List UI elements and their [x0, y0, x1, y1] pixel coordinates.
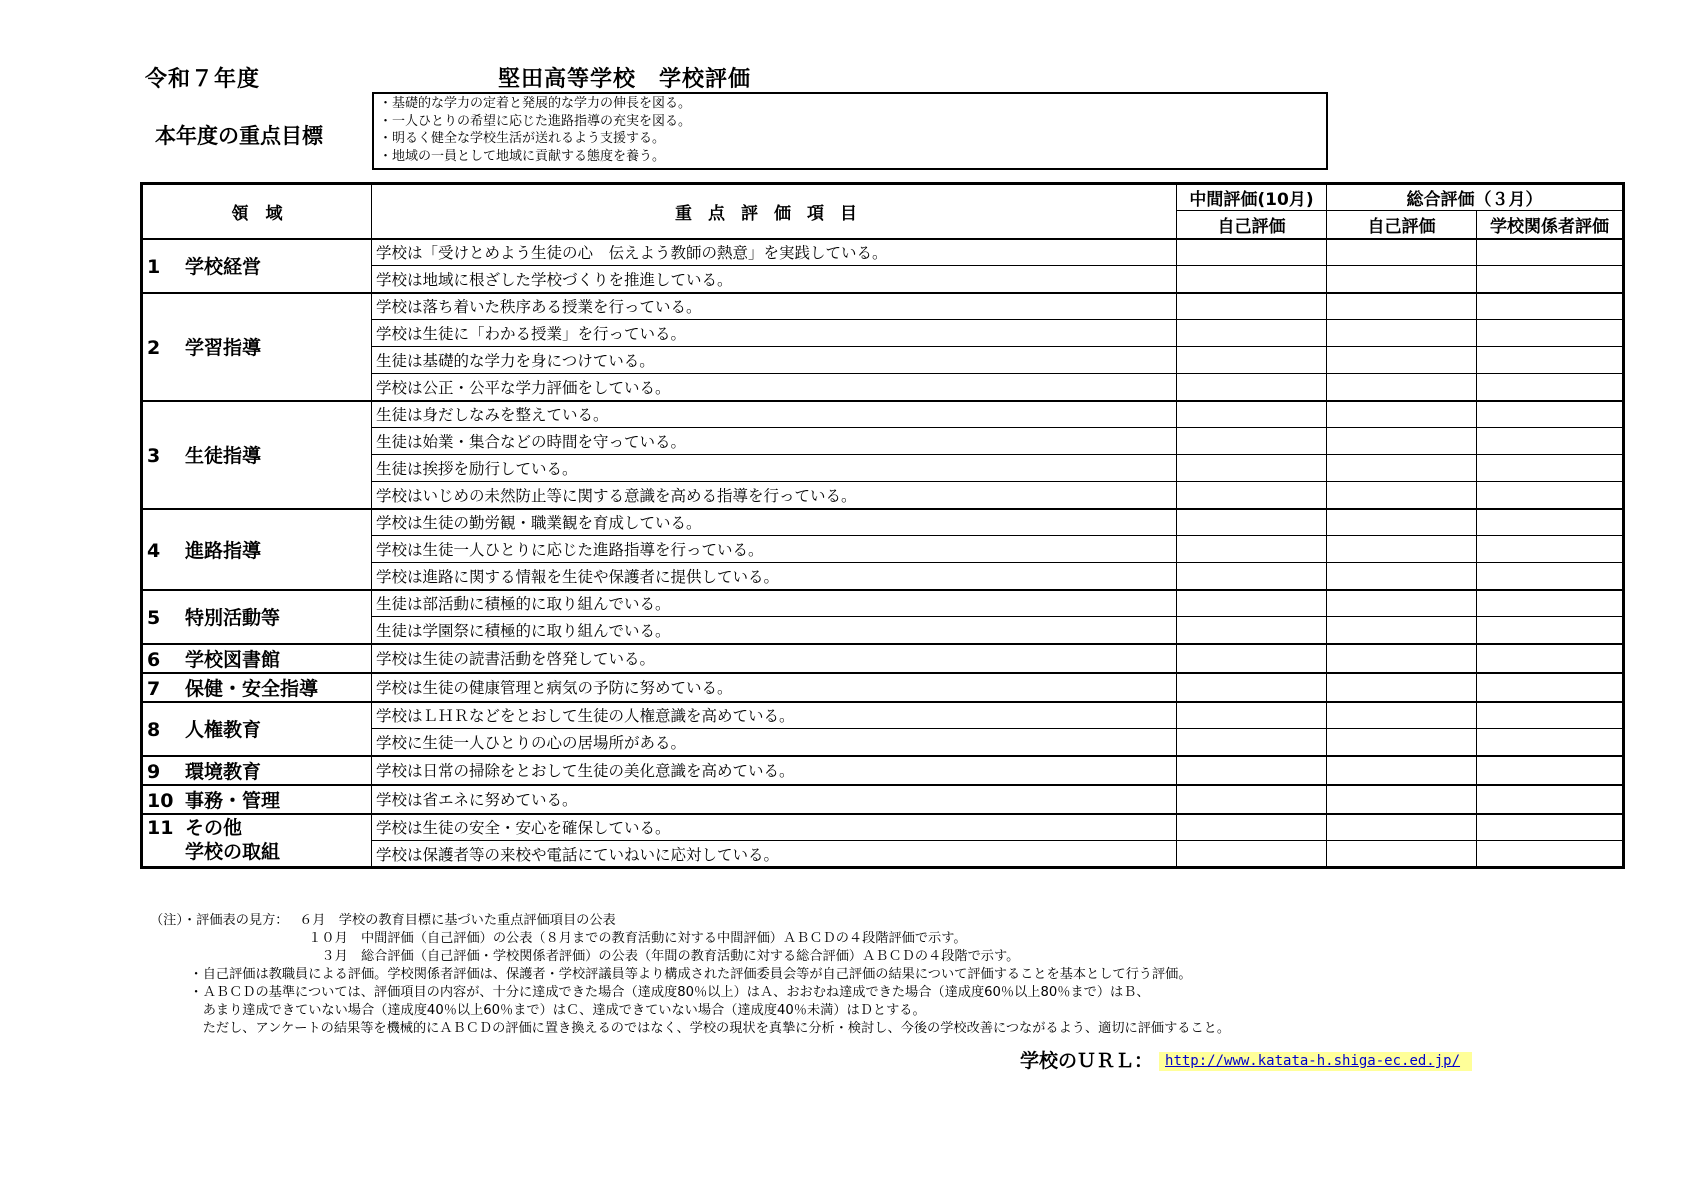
stakeholder-eval-cell[interactable]	[1477, 785, 1624, 814]
goal-item: ・地域の一員として地域に貢献する態度を養う。	[379, 148, 666, 164]
stakeholder-eval-cell[interactable]	[1477, 320, 1624, 347]
final-self-eval-cell[interactable]	[1327, 509, 1477, 536]
mid-self-eval-cell[interactable]	[1177, 266, 1327, 293]
page-title: 堅田高等学校 学校評価	[498, 67, 752, 92]
final-self-eval-cell[interactable]	[1327, 841, 1477, 868]
stakeholder-eval-cell[interactable]	[1477, 401, 1624, 428]
final-self-eval-cell[interactable]	[1327, 347, 1477, 374]
stakeholder-eval-cell[interactable]	[1477, 509, 1624, 536]
stakeholder-eval-cell[interactable]	[1477, 374, 1624, 401]
stakeholder-eval-cell[interactable]	[1477, 266, 1624, 293]
final-self-eval-cell[interactable]	[1327, 756, 1477, 785]
domain-number: 9	[147, 760, 161, 783]
note-line: あまり達成できていない場合（達成度40％以上60％まで）はＣ、達成できていない場合（達成度40％未満）はＤとする。	[150, 1003, 926, 1018]
evaluation-item: 学校は生徒の読書活動を啓発している。	[372, 644, 1177, 673]
goals-label: 本年度の重点目標	[155, 124, 323, 148]
evaluation-item: 学校は生徒の安全・安心を確保している。	[372, 814, 1177, 841]
final-self-eval-cell[interactable]	[1327, 428, 1477, 455]
goal-item: ・基礎的な学力の定着と発展的な学力の伸長を図る。	[379, 96, 692, 111]
evaluation-item: 生徒は基礎的な学力を身につけている。	[372, 347, 1177, 374]
table-row	[142, 401, 1624, 428]
mid-evaluation-header: 中間評価(10月)	[1177, 184, 1327, 211]
evaluation-item: 学校に生徒一人ひとりの心の居場所がある。	[372, 729, 1177, 756]
mid-self-eval-cell[interactable]	[1177, 644, 1327, 673]
stakeholder-eval-cell[interactable]	[1477, 756, 1624, 785]
evaluation-item: 生徒は学園祭に積極的に取り組んでいる。	[372, 617, 1177, 644]
final-self-eval-cell[interactable]	[1327, 293, 1477, 320]
domain-name: 学校図書館	[185, 648, 281, 671]
table-row	[142, 509, 1624, 536]
mid-self-eval-cell[interactable]	[1177, 428, 1327, 455]
stakeholder-eval-cell[interactable]	[1477, 617, 1624, 644]
note-line: （注）・評価表の見方： ６月 学校の教育目標に基づいた重点評価項目の公表	[150, 913, 616, 928]
mid-self-eval-cell[interactable]	[1177, 536, 1327, 563]
goal-item: ・一人ひとりの希望に応じた進路指導の充実を図る。	[379, 113, 692, 129]
domain-number: 3	[147, 445, 161, 467]
final-self-eval-cell[interactable]	[1327, 673, 1477, 702]
mid-self-eval-cell[interactable]	[1177, 729, 1327, 756]
goal-item: ・明るく健全な学校生活が送れるよう支援する。	[379, 131, 666, 146]
domain-cell	[142, 814, 372, 868]
stakeholder-eval-cell[interactable]	[1477, 239, 1624, 266]
final-self-eval-cell[interactable]	[1327, 785, 1477, 814]
mid-self-eval-cell[interactable]	[1177, 702, 1327, 729]
evaluation-item: 学校は生徒に「わかる授業」を行っている。	[372, 320, 1177, 347]
evaluation-item: 学校は日常の掃除をとおして生徒の美化意識を高めている。	[372, 756, 1177, 785]
domain-number: 8	[147, 719, 161, 741]
stakeholder-eval-cell[interactable]	[1477, 814, 1624, 841]
items-column-header: 重点評価項目	[372, 184, 1177, 239]
evaluation-item: 生徒は始業・集合などの時間を守っている。	[372, 428, 1177, 455]
mid-self-eval-cell[interactable]	[1177, 455, 1327, 482]
evaluation-item: 学校は生徒一人ひとりに応じた進路指導を行っている。	[372, 536, 1177, 563]
fiscal-year: 令和７年度	[145, 67, 261, 92]
table-row	[142, 239, 1624, 266]
final-evaluation-header: 総合評価（３月）	[1327, 184, 1624, 211]
domain-cell	[142, 239, 372, 293]
stakeholder-eval-cell[interactable]	[1477, 673, 1624, 702]
mid-self-eval-cell[interactable]	[1177, 841, 1327, 868]
domain-number: 2	[147, 337, 161, 359]
final-self-eval-header: 自己評価	[1327, 211, 1477, 239]
stakeholder-eval-cell[interactable]	[1477, 729, 1624, 756]
mid-self-eval-cell[interactable]	[1177, 756, 1327, 785]
mid-self-eval-cell[interactable]	[1177, 814, 1327, 841]
domain-name: 特別活動等	[185, 607, 281, 629]
domain-name: その他	[185, 817, 243, 840]
table-row	[142, 702, 1624, 729]
final-self-eval-cell[interactable]	[1327, 729, 1477, 756]
table-row	[142, 814, 1624, 841]
stakeholder-eval-cell[interactable]	[1477, 702, 1624, 729]
table-row	[142, 590, 1624, 617]
evaluation-item: 学校は生徒の健康管理と病気の予防に努めている。	[372, 673, 1177, 702]
evaluation-item: 学校はＬＨＲなどをとおして生徒の人権意識を高めている。	[372, 702, 1177, 729]
stakeholder-eval-header: 学校関係者評価	[1477, 211, 1624, 239]
evaluation-item: 学校は「受けとめよう生徒の心 伝えよう教師の熱意」を実践している。	[372, 239, 1177, 266]
mid-self-eval-cell[interactable]	[1177, 320, 1327, 347]
school-url-row	[1020, 1046, 1472, 1073]
final-self-eval-cell[interactable]	[1327, 702, 1477, 729]
stakeholder-eval-cell[interactable]	[1477, 841, 1624, 868]
domain-name: 進路指導	[185, 539, 262, 562]
evaluation-item: 学校はいじめの未然防止等に関する意識を高める指導を行っている。	[372, 482, 1177, 509]
evaluation-item: 生徒は挨拶を励行している。	[372, 455, 1177, 482]
domain-cell	[142, 644, 372, 673]
domain-cell	[142, 673, 372, 702]
stakeholder-eval-cell[interactable]	[1477, 590, 1624, 617]
domain-number: 6	[147, 648, 161, 671]
stakeholder-eval-cell[interactable]	[1477, 644, 1624, 673]
domain-cell	[142, 702, 372, 756]
final-self-eval-cell[interactable]	[1327, 617, 1477, 644]
evaluation-item: 学校は省エネに努めている。	[372, 785, 1177, 814]
note-line: ・ＡＢＣＤの基準については、評価項目の内容が、十分に達成できた場合（達成度80％以上）はＡ、おおむね達成できた場合（達成度60％以上80％まで）はＢ、	[150, 985, 1150, 1000]
final-self-eval-cell[interactable]	[1327, 814, 1477, 841]
domain-name: 学習指導	[185, 337, 262, 359]
evaluation-item: 生徒は身だしなみを整えている。	[372, 401, 1177, 428]
stakeholder-eval-cell[interactable]	[1477, 482, 1624, 509]
domain-number: 7	[147, 677, 161, 700]
evaluation-item: 学校は進路に関する情報を生徒や保護者に提供している。	[372, 563, 1177, 590]
school-url-link[interactable]: http://www.katata-h.shiga-ec.ed.jp/	[1159, 1052, 1472, 1071]
evaluation-item: 生徒は部活動に積極的に取り組んでいる。	[372, 590, 1177, 617]
domain-number: 5	[147, 607, 161, 629]
mid-self-eval-cell[interactable]	[1177, 617, 1327, 644]
final-self-eval-cell[interactable]	[1327, 482, 1477, 509]
evaluation-item: 学校は保護者等の来校や電話にていねいに応対している。	[372, 841, 1177, 868]
stakeholder-eval-cell[interactable]	[1477, 563, 1624, 590]
final-self-eval-cell[interactable]	[1327, 374, 1477, 401]
final-self-eval-cell[interactable]	[1327, 239, 1477, 266]
domain-cell	[142, 785, 372, 814]
mid-self-eval-cell[interactable]	[1177, 401, 1327, 428]
stakeholder-eval-cell[interactable]	[1477, 536, 1624, 563]
domain-number: 11	[147, 817, 174, 840]
mid-self-eval-cell[interactable]	[1177, 590, 1327, 617]
mid-self-eval-cell[interactable]	[1177, 785, 1327, 814]
mid-self-eval-cell[interactable]	[1177, 374, 1327, 401]
mid-self-eval-cell[interactable]	[1177, 482, 1327, 509]
evaluation-table	[140, 182, 1625, 869]
evaluation-item: 学校は生徒の勤労観・職業観を育成している。	[372, 509, 1177, 536]
table-row	[142, 644, 1624, 673]
domain-number: 10	[147, 789, 174, 812]
domain-name: 事務・管理	[185, 789, 281, 812]
evaluation-item: 学校は落ち着いた秩序ある授業を行っている。	[372, 293, 1177, 320]
final-self-eval-cell[interactable]	[1327, 536, 1477, 563]
domain-cell	[142, 756, 372, 785]
note-line: ・自己評価は教職員による評価。学校関係者評価は、保護者・学校評議員等より構成された評価委員会等が自己評価の結果について評価することを基本として行う評価。	[150, 967, 1192, 982]
domain-number: 1	[147, 256, 161, 278]
domain-name-line2: 学校の取組	[185, 841, 281, 864]
url-label: 学校のＵＲＬ：	[1020, 1050, 1154, 1072]
note-line: １０月 中間評価（自己評価）の公表（８月までの教育活動に対する中間評価）ＡＢＣＤの４段階評価で示す。	[150, 931, 967, 946]
domain-name: 保健・安全指導	[185, 677, 319, 700]
mid-self-eval-cell[interactable]	[1177, 347, 1327, 374]
mid-self-eval-header: 自己評価	[1177, 211, 1327, 239]
final-self-eval-cell[interactable]	[1327, 266, 1477, 293]
mid-self-eval-cell[interactable]	[1177, 239, 1327, 266]
final-self-eval-cell[interactable]	[1327, 590, 1477, 617]
mid-self-eval-cell[interactable]	[1177, 563, 1327, 590]
stakeholder-eval-cell[interactable]	[1477, 428, 1624, 455]
domain-cell	[142, 401, 372, 509]
mid-self-eval-cell[interactable]	[1177, 293, 1327, 320]
domain-cell	[142, 293, 372, 401]
domain-name: 人権教育	[185, 719, 262, 741]
goals-box	[372, 92, 1328, 170]
evaluation-item: 学校は公正・公平な学力評価をしている。	[372, 374, 1177, 401]
domain-cell	[142, 590, 372, 644]
final-self-eval-cell[interactable]	[1327, 320, 1477, 347]
table-row	[142, 673, 1624, 702]
domain-name: 環境教育	[185, 760, 262, 783]
final-self-eval-cell[interactable]	[1327, 563, 1477, 590]
note-line: ただし、アンケートの結果等を機械的にＡＢＣＤの評価に置き換えるのではなく、学校の現状を真摯に分析・検討し、今後の学校改善につながるよう、適切に評価すること。	[150, 1021, 1231, 1036]
evaluation-item: 学校は地域に根ざした学校づくりを推進している。	[372, 266, 1177, 293]
final-self-eval-cell[interactable]	[1327, 401, 1477, 428]
table-row	[142, 756, 1624, 785]
domain-number: 4	[147, 539, 161, 562]
stakeholder-eval-cell[interactable]	[1477, 455, 1624, 482]
mid-self-eval-cell[interactable]	[1177, 509, 1327, 536]
domain-cell	[142, 509, 372, 590]
domain-name: 学校経営	[185, 256, 262, 278]
final-self-eval-cell[interactable]	[1327, 455, 1477, 482]
domain-name: 生徒指導	[185, 445, 262, 467]
final-self-eval-cell[interactable]	[1327, 644, 1477, 673]
stakeholder-eval-cell[interactable]	[1477, 293, 1624, 320]
mid-self-eval-cell[interactable]	[1177, 673, 1327, 702]
domain-column-header: 領 域	[142, 184, 372, 239]
table-row	[142, 785, 1624, 814]
stakeholder-eval-cell[interactable]	[1477, 347, 1624, 374]
notes	[150, 912, 1230, 1038]
table-row	[142, 293, 1624, 320]
note-line: ３月 総合評価（自己評価・学校関係者評価）の公表（年間の教育活動に対する総合評価）ＡＢＣＤの４段階で示す。	[150, 949, 1020, 964]
